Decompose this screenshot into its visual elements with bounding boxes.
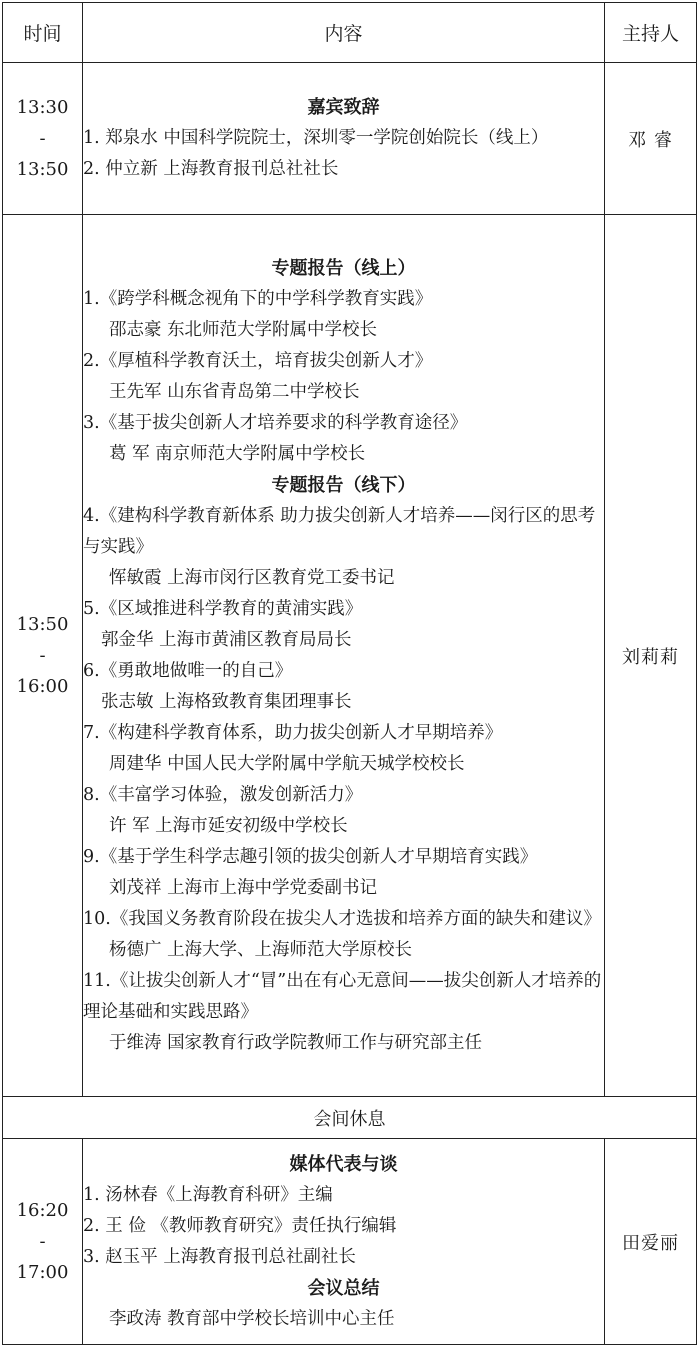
session-welcome-row [3, 63, 697, 215]
report-title: 6.《勇敢地做唯一的自己》 [83, 660, 293, 681]
report-speaker: 许 军 上海市延安初级中学校长 [109, 815, 348, 836]
report-speaker: 刘茂祥 上海市上海中学党委副书记 [109, 877, 378, 898]
break-label: 会间休息 [3, 1097, 697, 1139]
report-title: 8.《丰富学习体验，激发创新活力》 [83, 784, 363, 805]
report-speaker: 恽敏霞 上海市闵行区教育党工委书记 [109, 567, 395, 588]
header-row [3, 3, 697, 63]
time-start: 13:30 [16, 97, 69, 118]
report-speaker: 王先军 山东省青岛第二中学校长 [109, 381, 360, 402]
time-start: 13:50 [16, 614, 69, 635]
section-title-summary: 会议总结 [307, 1277, 380, 1299]
report-title: 9.《基于学生科学志趣引领的拔尖创新人才早期培育实践》 [83, 846, 538, 867]
report-title: 11.《让拔尖创新人才“冒”出在有心无意间——拔尖创新人才培养的理论基础和实践思路》 [83, 970, 602, 1022]
session-media-host: 田爱丽 [605, 1139, 697, 1345]
report-title: 7.《构建科学教育体系，助力拔尖创新人才早期培养》 [83, 722, 503, 743]
time-end: 13:50 [16, 159, 69, 180]
section-title: 嘉宾致辞 [307, 97, 380, 118]
report-speaker: 邵志豪 东北师范大学附属中学校长 [109, 319, 378, 340]
session-reports-time [3, 215, 83, 1097]
session-reports-host: 刘莉莉 [605, 215, 697, 1097]
session-media-time [3, 1139, 83, 1345]
report-title: 2.《厚植科学教育沃土，培育拔尖创新人才》 [83, 350, 433, 371]
header-content: 内容 [83, 3, 605, 63]
time-dash: - [39, 1231, 46, 1252]
report-speaker: 杨德广 上海大学、上海师范大学原校长 [109, 939, 413, 960]
report-speaker: 于维涛 国家教育行政学院教师工作与研究部主任 [109, 1032, 483, 1053]
section-title-online: 专题报告（线上） [271, 257, 416, 279]
section-title: 媒体代表与谈 [289, 1153, 398, 1175]
report-speaker: 葛 军 南京师范大学附属中学校长 [109, 443, 366, 464]
list-item: 3. 赵玉平 上海教育报刊总社副社长 [83, 1246, 356, 1267]
break-row [3, 1097, 697, 1139]
time-end: 17:00 [16, 1262, 69, 1283]
session-media-content [83, 1139, 605, 1345]
schedule-table [2, 2, 697, 1345]
time-dash: - [39, 128, 46, 149]
report-title: 4.《建构科学教育新体系 助力拔尖创新人才培养——闵行区的思考与实践》 [83, 505, 596, 557]
report-title: 5.《区域推进科学教育的黄浦实践》 [83, 598, 363, 619]
time-end: 16:00 [16, 676, 69, 697]
summary-speaker: 李政涛 教育部中学校长培训中心主任 [109, 1308, 395, 1329]
report-title: 3.《基于拔尖创新人才培养要求的科学教育途径》 [83, 412, 468, 433]
header-host: 主持人 [605, 3, 697, 63]
list-item: 1. 郑泉水 中国科学院院士，深圳零一学院创始院长（线上） [83, 128, 549, 148]
list-item: 2. 王 俭 《教师教育研究》责任执行编辑 [83, 1215, 397, 1236]
list-item: 2. 仲立新 上海教育报刊总社社长 [83, 159, 339, 179]
session-welcome-content [83, 63, 605, 215]
report-title: 10.《我国义务教育阶段在拔尖人才选拔和培养方面的缺失和建议》 [83, 908, 601, 929]
report-speaker: 郭金华 上海市黄浦区教育局局长 [101, 629, 352, 650]
session-media-row [3, 1139, 697, 1345]
report-speaker: 张志敏 上海格致教育集团理事长 [101, 691, 352, 712]
session-welcome-host: 邓 睿 [605, 63, 697, 215]
session-reports-row [3, 215, 697, 1097]
report-title: 1.《跨学科概念视角下的中学科学教育实践》 [83, 288, 433, 309]
time-start: 16:20 [16, 1200, 69, 1221]
report-speaker: 周建华 中国人民大学附属中学航天城学校校长 [109, 753, 465, 774]
session-reports-content [83, 215, 605, 1097]
section-title-offline: 专题报告（线下） [271, 474, 416, 496]
time-dash: - [39, 645, 46, 666]
header-time: 时间 [3, 3, 83, 63]
session-welcome-time [3, 63, 83, 215]
list-item: 1. 汤林春《上海教育科研》主编 [83, 1184, 333, 1205]
